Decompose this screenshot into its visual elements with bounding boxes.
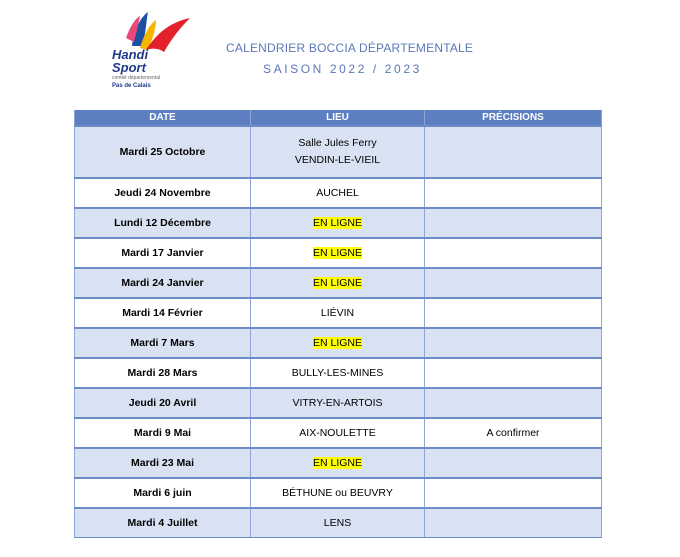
date-cell: Lundi 12 Décembre [75, 208, 251, 238]
precision-cell [425, 298, 602, 328]
precision-cell [425, 208, 602, 238]
lieu-cell: BULLY-LES-MINES [251, 358, 425, 388]
logo-line-2: Sport [112, 60, 146, 75]
precision-cell [425, 448, 602, 478]
table-header-row [75, 110, 602, 126]
table-row [75, 238, 602, 268]
table-row [75, 268, 602, 298]
table-row [75, 298, 602, 328]
table-row [75, 328, 602, 358]
date-cell: Mardi 25 Octobre [75, 126, 251, 178]
date-cell: Mardi 24 Janvier [75, 268, 251, 298]
lieu-cell [251, 268, 425, 298]
lieu-cell [251, 238, 425, 268]
logo-region: Pas de Calais [112, 83, 151, 89]
precision-cell [425, 388, 602, 418]
calendar-table [74, 110, 602, 538]
page-title: CALENDRIER BOCCIA DÉPARTEMENTALE [226, 41, 474, 55]
logo-subtitle: comité départemental [112, 75, 161, 81]
en-ligne-highlight: EN LIGNE [312, 217, 362, 229]
table-row [75, 388, 602, 418]
lieu-city: VENDIN-LE-VIEIL [294, 154, 381, 166]
table-row [75, 126, 602, 178]
lieu-cell: VITRY-EN-ARTOIS [251, 388, 425, 418]
lieu-cell: AIX-NOULETTE [251, 418, 425, 448]
date-cell: Jeudi 24 Novembre [75, 178, 251, 208]
precision-cell [425, 478, 602, 508]
precision-cell: A confirmer [425, 418, 602, 448]
lieu-cell: LENS [251, 508, 425, 538]
table-row [75, 358, 602, 388]
table-row [75, 208, 602, 238]
precision-cell [425, 328, 602, 358]
column-header-date: DATE [75, 110, 251, 126]
column-header-lieu: LIEU [251, 110, 425, 126]
precision-cell [425, 178, 602, 208]
lieu-venue: Salle Jules Ferry [298, 137, 377, 149]
table-row [75, 418, 602, 448]
date-cell: Mardi 9 Mai [75, 418, 251, 448]
table-row [75, 448, 602, 478]
lieu-cell: AUCHEL [251, 178, 425, 208]
table-row [75, 508, 602, 538]
table-row [75, 478, 602, 508]
lieu-cell [251, 328, 425, 358]
precision-cell [425, 238, 602, 268]
season-subtitle: SAISON 2022 / 2023 [263, 62, 422, 76]
en-ligne-highlight: EN LIGNE [312, 457, 362, 469]
lieu-cell [251, 126, 425, 178]
logo-line-1: Handi [112, 47, 149, 62]
column-header-precisions: PRÉCISIONS [425, 110, 602, 126]
date-cell: Mardi 7 Mars [75, 328, 251, 358]
lieu-cell: LIÉVIN [251, 298, 425, 328]
date-cell: Mardi 4 Juillet [75, 508, 251, 538]
en-ligne-highlight: EN LIGNE [312, 247, 362, 259]
precision-cell [425, 268, 602, 298]
date-cell: Mardi 14 Février [75, 298, 251, 328]
date-cell: Mardi 28 Mars [75, 358, 251, 388]
lieu-cell [251, 448, 425, 478]
table-row [75, 178, 602, 208]
handisport-logo [112, 8, 192, 94]
en-ligne-highlight: EN LIGNE [312, 337, 362, 349]
date-cell: Mardi 23 Mai [75, 448, 251, 478]
en-ligne-highlight: EN LIGNE [312, 277, 362, 289]
precision-cell [425, 126, 602, 178]
lieu-cell: BÉTHUNE ou BEUVRY [251, 478, 425, 508]
date-cell: Mardi 17 Janvier [75, 238, 251, 268]
date-cell: Jeudi 20 Avril [75, 388, 251, 418]
precision-cell [425, 508, 602, 538]
date-cell: Mardi 6 juin [75, 478, 251, 508]
precision-cell [425, 358, 602, 388]
lieu-cell [251, 208, 425, 238]
